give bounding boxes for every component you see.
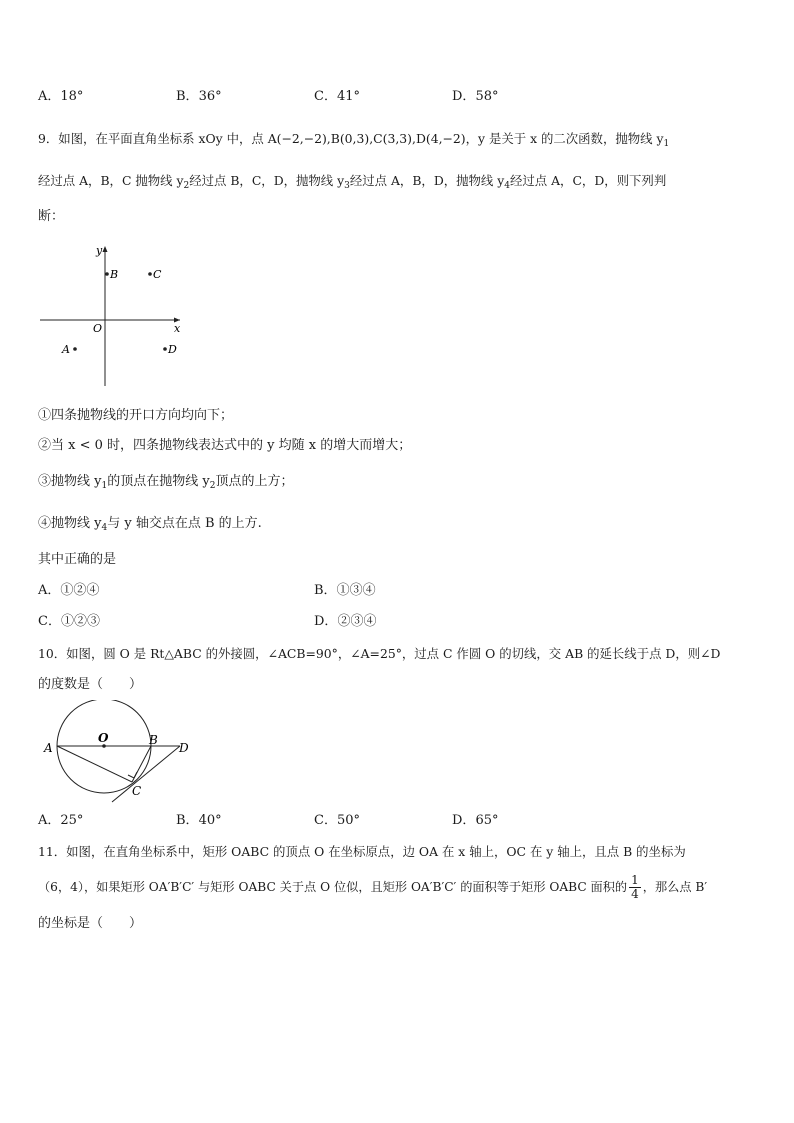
q10-option-d — [452, 812, 498, 830]
option-text: 36° — [198, 89, 222, 104]
q8-option-b — [176, 88, 222, 106]
option-letter: D． — [314, 614, 338, 629]
q9-option-d — [314, 613, 376, 631]
q9-stem-text: 9．如图，在平面直角坐标系 xOy 中，点 A(−2,−2),B(0,3),C(3,3),D(4,−2)，y 是关于 x 的二次函数，抛物线 y — [38, 131, 664, 146]
subscript: 1 — [101, 481, 108, 491]
option-letter: B． — [176, 89, 199, 104]
fraction-numerator: 1 — [631, 873, 639, 887]
q9-option-c — [38, 613, 100, 631]
point-b-dot — [105, 272, 109, 276]
x-axis-label: x — [174, 322, 181, 335]
subscript: 4 — [101, 523, 108, 533]
text-part: 经过点 A，B，C 抛物线 y — [38, 173, 184, 188]
point-d-label: D — [168, 343, 177, 356]
option-text: 25° — [60, 813, 84, 828]
option-text: 65° — [475, 813, 499, 828]
q11-stem-line1: 11．如图，在直角坐标系中，矩形 OABC 的顶点 O 在坐标原点，边 OA 在 x 轴上，OC 在 y 轴上，且点 B 的坐标为 — [38, 844, 686, 859]
text-part: ③抛物线 y — [38, 474, 102, 489]
option-text: ①③④ — [336, 583, 376, 598]
text-part: 经过点 B，C，D，抛物线 y — [189, 173, 345, 188]
option-text: 50° — [336, 813, 360, 828]
q8-option-a — [38, 88, 83, 106]
point-d-dot — [163, 347, 167, 351]
label-o: O — [98, 731, 109, 745]
fraction-denominator: 4 — [631, 887, 639, 901]
q10-option-b — [176, 812, 222, 830]
subscript: 2 — [183, 181, 190, 191]
option-letter: B． — [176, 813, 199, 828]
text-part: 经过点 A，B，D，抛物线 y — [349, 173, 505, 188]
q9-stem-line3: 断： — [38, 209, 65, 224]
option-text: 40° — [198, 813, 222, 828]
q9-stem-line2 — [38, 172, 666, 195]
point-c-dot — [148, 272, 152, 276]
q9-option-a — [38, 582, 99, 600]
q9-statement-3 — [38, 473, 293, 495]
option-letter: A． — [38, 583, 61, 598]
q10-option-a — [38, 812, 83, 830]
q10-stem-line1: 10．如图，圆 O 是 Rt△ABC 的外接圆，∠ACB=90°，∠A=25°，过点 C 作圆 O 的切线，交 AB 的延长线于点 D，则∠D — [38, 646, 721, 661]
option-text: ②③④ — [337, 614, 377, 629]
option-letter: C． — [38, 614, 61, 629]
option-letter: C． — [314, 89, 337, 104]
q11-stem-line2 — [38, 872, 707, 902]
subscript: 4 — [504, 181, 510, 191]
point-b-label: B — [110, 268, 119, 281]
subscript: 1 — [663, 139, 670, 149]
q9-statement-4 — [38, 515, 262, 537]
text-part: ，那么点 B′ — [642, 880, 708, 894]
option-text: 58° — [475, 89, 499, 104]
y-axis-label: y — [96, 244, 103, 257]
y-axis-arrow — [103, 246, 108, 252]
text-part: （6，4），如果矩形 OA′B′C′ 与矩形 OABC 关于点 O 位似，且矩形 OA′B′C′ 的面积等于矩形 OABC 面积的 — [38, 880, 628, 894]
q9-option-b — [314, 582, 376, 600]
option-text: 18° — [60, 89, 84, 104]
point-c-label: C — [153, 268, 162, 281]
option-text: ①②④ — [60, 583, 100, 598]
q9-points — [61, 268, 177, 356]
text-part: 顶点的上方； — [215, 474, 294, 489]
option-letter: D． — [452, 89, 476, 104]
q10-circle-figure — [40, 700, 195, 805]
text-part: 经过点 A，C，D，则下列判 — [510, 173, 667, 188]
q9-prompt: 其中正确的是 — [38, 552, 117, 567]
q8-option-d — [452, 88, 498, 106]
option-letter: A． — [38, 813, 61, 828]
option-letter: C． — [314, 813, 337, 828]
label-b: B — [149, 733, 158, 747]
q9-stem-line1 — [38, 130, 669, 153]
q9-coordinate-figure — [36, 240, 186, 390]
subscript: 2 — [209, 481, 216, 491]
option-letter: A． — [38, 89, 61, 104]
subscript: 3 — [344, 181, 350, 191]
point-a-label: A — [62, 343, 70, 356]
point-a-dot — [73, 347, 77, 351]
q10-option-c — [314, 812, 360, 830]
origin-label: O — [93, 322, 103, 335]
text-part: ④抛物线 y — [38, 516, 102, 531]
option-text: 41° — [336, 89, 360, 104]
tangent-line-cd — [112, 746, 180, 802]
text-part: 与 y 轴交点在点 B 的上方. — [107, 516, 262, 531]
fraction-one-quarter — [629, 874, 641, 901]
label-a: A — [44, 741, 53, 755]
q10-stem-line2: 的度数是（ ） — [38, 677, 143, 692]
label-c: C — [132, 784, 142, 798]
q9-statement-1: ①四条抛物线的开口方向均向下； — [38, 408, 234, 423]
q9-statement-2: ②当 x < 0 时，四条抛物线表达式中的 y 均随 x 的增大而增大； — [38, 438, 412, 453]
right-angle-mark — [128, 772, 137, 778]
q8-option-c — [314, 88, 360, 106]
q11-stem-line3: 的坐标是（ ） — [38, 916, 143, 931]
label-d: D — [179, 741, 189, 755]
option-letter: D． — [452, 813, 476, 828]
option-text: ①②③ — [60, 614, 100, 629]
option-letter: B． — [314, 583, 337, 598]
text-part: 的顶点在抛物线 y — [107, 474, 210, 489]
